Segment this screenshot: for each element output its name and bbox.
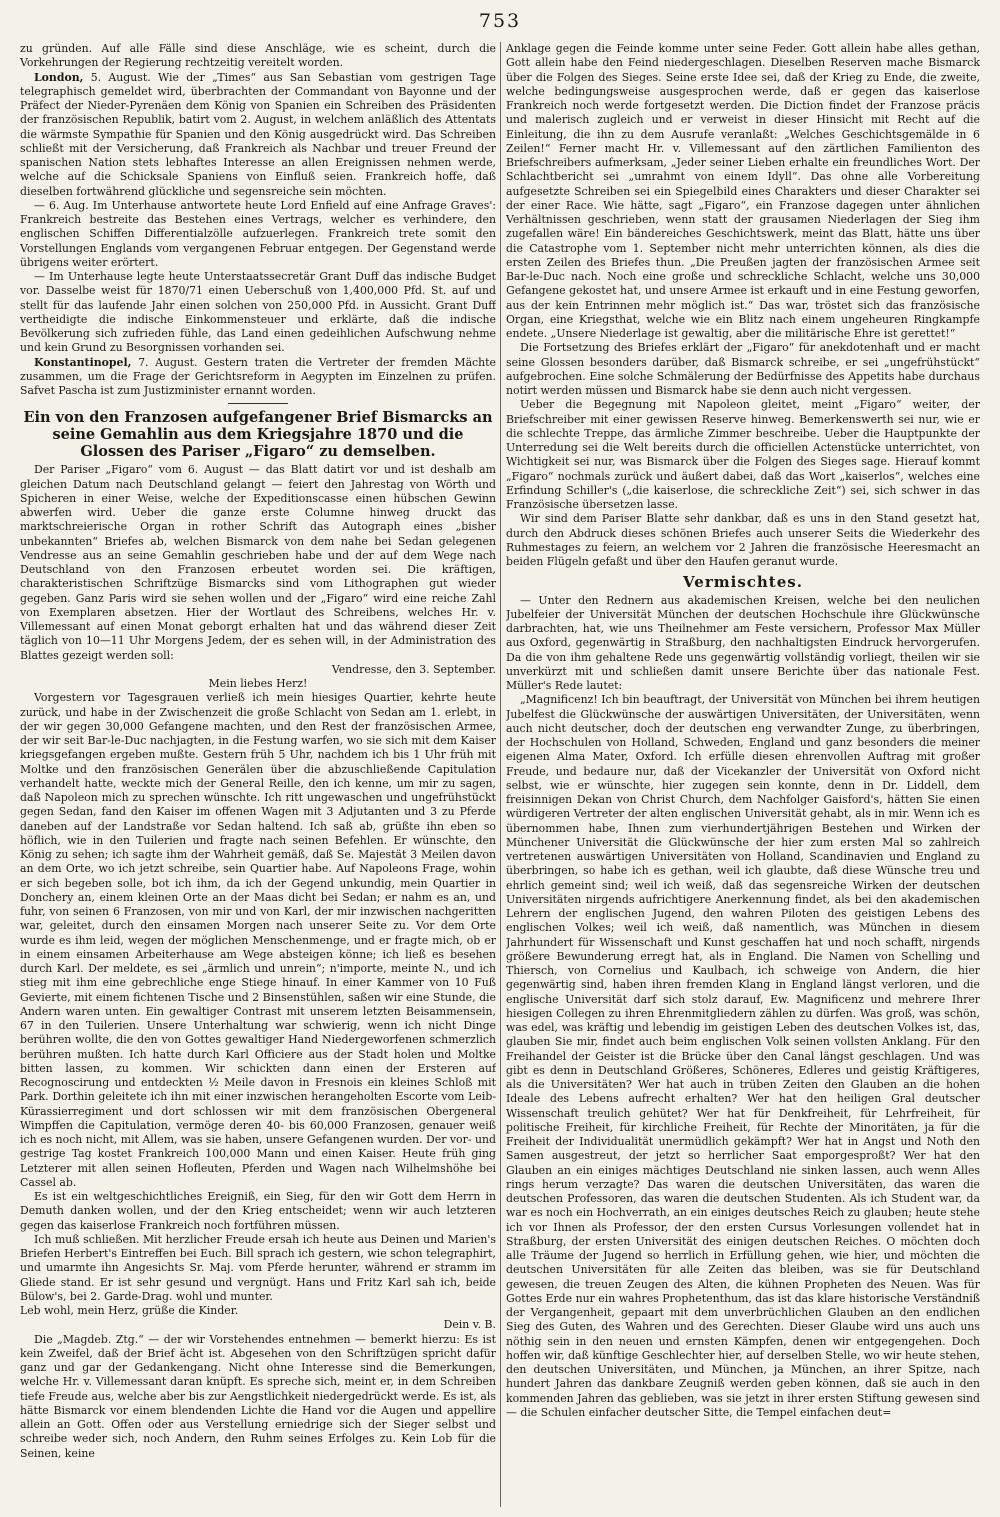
dateline-london: London, [34,70,84,84]
paragraph: Der Pariser „Figaro“ vom 6. August — das Blatt datirt vor und ist deshalb am gleichen Datum nach Deutschland gelangt — feiert den Jahrestag von Wörth und Spicheren in einer Weise, welche der Expeditionscasse einen hübschen Gewinn abwerfen wird. Ueber die ganze erste Columne hinweg druckt das marktschreierische Organ in rother Schrift das Autograph eines „bisher unbekannten“ Briefes ab, welchen Bismarck von dem nahe bei Sedan gelegenen Vendresse aus an seine Gemahlin geschrieben habe und der auf dem Wege nach Deutschland von den Franzosen erbeutet worden sei. Die kräftigen, charakteristischen Schriftzüge Bismarcks sind vom Lithographen gut wieder gegeben. Ganz Paris wird sie sehen wollen und der „Figaro“ wird eine reiche Zahl von Exemplaren absetzen. Hier der Wortlaut des Schreibens, welches Hr. v. Villemessant auf einen Monat geborgt erhalten hat und das während dieser Zeit täglich von 10—11 Uhr Morgens Jedem, der es sehen will, in der Administration des Blattes gezeigt werden soll: [20,463,496,662]
paragraph: — Im Unterhause legte heute Unterstaatssecretär Grant Duff das indische Budget vor. Dasselbe weist für 1870/71 einen Ueberschuß von 1,400,000 Pfd. St. auf und stellt für das laufende Jahr einen solchen von 250,000 Pfd. in Aussicht. Grant Duff vertheidigte die indische Einkommensteuer und erklärte, daß die indische Bevölkerung sich zufrieden fühle, das Land einen gedeihlichen Aufschwung nehme und kein Grund zu Besorgnissen vorhanden sei. [20,270,496,355]
page-number: 753 [478,10,522,32]
letter-paragraph: Ich muß schließen. Mit herzlicher Freude ersah ich heute aus Deinen und Marien's Briefen Herbert's Eintreffen bei Euch. Bill sprach ich gestern, wie schon telegraphirt, und umarmte ihn Angesichts Sr. Maj. vom Pferde herunter, während er stramm im Gliede stand. Er ist sehr gesund und vergnügt. Hans und Fritz Karl sah ich, beide Bülow's, bei 2. Garde-Drag. wohl und munter. [20,1232,496,1303]
paragraph: Die Fortsetzung des Briefes erklärt der „Figaro“ für anekdotenhaft und er macht seine Glossen besonders darüber, daß Bismarck schreibe, er sei „ungefrühstückt“ aufgebrochen. Eine solche Schmälerung der Bedürfnisse des Appetits habe durchaus notirt werden müssen und Bismarck habe sie denn auch nicht vergessen. [506,341,980,397]
paragraph: Wir sind dem Pariser Blatte sehr dankbar, daß es uns in den Stand gesetzt hat, durch den Abdruck dieses schönen Briefes auch unserer Seits die Wiederkehr des Ruhmestages zu feiern, an welchem vor 2 Jahren die französische Heeresmacht an beiden Flügeln gefaßt und über den Haufen geranut wurde. [506,512,980,568]
letter-salutation: Mein liebes Herz! [208,677,308,690]
dateline-konstantinopel: Konstantinopel, [34,355,132,369]
column-rule [500,42,501,1507]
paragraph: Die „Magdeb. Ztg.“ — der wir Vorstehendes entnehmen — bemerkt hierzu: Es ist kein Zweifel, daß der Brief ächt ist. Abgesehen von den Schriftzügen spricht dafür ganz und gar der Gedankengang. Nicht ohne Interesse sind die Bemerkungen, welche Hr. v. Villemessant daran knüpft. Es spreche sich, meint er, in dem Schreiben tiefe Freude aus, welche aber bis zur Aengstlichkeit niedergedrückt werde. Es ist, als hätte Bismarck vor einem blendenden Lichte die Hand vor die Augen und appellire allein an Gott. Offen oder aus Verstellung erniedrige sich der Sieger selbst und schreibe weder sich, noch Andern, den Ruhm seines Erfolges zu. Kein Lob für die Seinen, keine [20,1332,496,1460]
paragraph: Anklage gegen die Feinde komme unter seine Feder. Gott allein habe alles gethan, Gott allein habe den Feind niedergeschlagen. Dieselben Reserven mache Bismarck über die Folgen des Sieges. Seine erste Idee sei, daß der Krieg zu Ende, die zweite, welche bedingungsweise ausgesprochen werde, daß er gegen das kaiserlose Frankreich noch werde fortgesetzt werden. Die Diction findet der Franzose präcis und malerisch zugleich und er verweist in dieser Hinsicht mit Recht auf die Einleitung, die ihn zu dem Ausrufe veranlaßt: „Welches Geschichtsgemälde in 6 Zeilen!“ Ferner macht Hr. v. Villemessant auf den zärtlichen Familienton des Briefschreibers aufmerksam, „Jeder seiner Lieben erhalte ein freundliches Wort. Der Schlachtbericht sei „umrahmt von einem Idyll“. Das ohne alle Vorbereitung aufgesetzte Schreiben sei ein Spiegelbild eines Charakters und dieser Charakter sei der einer Race. Wie hätte, sagt „Figaro“, ein Franzose dagegen unter ähnlichen Verhältnissen geschrieben, wenn statt der grausamen Niederlagen der Sieg ihm zugefallen wäre! Ein bändereiches Geschichtswerk, meint das Blatt, hätte uns über die Catastrophe vom 1. September nicht mehr unterrichten können, als dies die ersten Zeilen des Briefes thun. „Die Preußen jagten der französischen Armee seit Bar-le-Duc nach. Noch eine große und schreckliche Schlacht, welche uns 30,000 Gefangene gekostet hat, und unsere Armee ist erkauft und in eine Festung geworfen, aus der kein Entrinnen mehr möglich ist.“ Das war, tröstet sich das französische Organ, eine Kriegsthat, welche wie ein Blitz nach einem ungeheuren Ringkampfe endete. „Unsere Niederlage ist gewaltig, aber die militärische Ehre ist gerettet!“ [506,42,980,340]
london-report [20,71,496,199]
letter-closing: Leb wohl, mein Herz, grüße die Kinder. [20,1304,239,1317]
letter-signature: Dein v. B. [443,1318,496,1332]
divider [228,403,288,404]
right-column [506,42,980,1507]
section-heading: Vermischtes. [683,573,803,592]
letter-paragraph: Vorgestern vor Tagesgrauen verließ ich mein hiesiges Quartier, kehrte heute zurück, und habe in der Zwischenzeit die große Schlacht von Sedan am 1. erlebt, in der wir gegen 30,000 Gefangene machten, und den Rest der französischen Armee, der wir seit Bar-le-Duc nachjagten, in die Festung warfen, wo sie sich mit dem Kaiser kriegsgefangen ergeben mußte. Gestern früh 5 Uhr, nachdem ich bis 1 Uhr früh mit Moltke und den französischen Generälen über die abzuschließende Capitulation verhandelt hatte, weckte mich der General Reille, den ich kenne, um mir zu sagen, daß Napoleon mich zu sprechen wünschte. Ich ritt ungewaschen und ungefrühstückt gegen Sedan, fand den Kaiser im offenen Wagen mit 3 Adjutanten und 3 zu Pferde daneben auf der Landstraße vor Sedan haltend. Ich saß ab, grüßte ihn eben so höflich, wie in den Tuilerien und fragte nach seinen Befehlen. Er wünschte, den König zu sehen; ich sagte ihm der Wahrheit gemäß, daß Se. Majestät 3 Meilen davon an dem Orte, wo ich jetzt schreibe, sein Quartier habe. Auf Napoleons Frage, wohin er sich begeben solle, bot ich ihm, da ich der Gegend unkundig, mein Quartier in Donchery an, einem kleinen Orte an der Maas dicht bei Sedan; er nahm es an, und fuhr, von seinen 6 Franzosen, von mir und von Karl, der mir inzwischen nachgeritten war, geleitet, durch den einsamen Morgen nach unserer Seite zu. Vor dem Orte wurde es ihm leid, wegen der möglichen Menschenmenge, und er fragte mich, ob er in einem einsamen Arbeiterhause am Wege absteigen könne; ich ließ es besehen durch Karl. Der meldete, es sei „ärmlich und unrein“; n'importe, meinte N., und ich stieg mit ihm eine gebrechliche enge Stiege hinauf. In einer Kammer von 10 Fuß Gevierte, mit einem fichtenen Tische und 2 Binsenstühlen, saßen wir eine Stunde, die Andern waren unten. Ein gewaltiger Contrast mit unserem letzten Beisammensein, 67 in den Tuilerien. Unsere Unterhaltung war schwierig, wenn ich nicht Dinge berühren wollte, die den von Gottes gewaltiger Hand Niedergeworfenen schmerzlich berühren mußten. Ich hatte durch Karl Officiere aus der Stadt holen und Moltke bitten lassen, zu kommen. Wir schickten dann einen der Ersteren auf Recognoscirung und entdeckten ½ Meile davon in Fresnois ein kleines Schloß mit Park. Dorthin geleitete ich ihn mit einer inzwischen herangeholten Escorte vom Leib-Kürassierregiment und dort schlossen wir mit dem französischen Obergeneral Wimpffen die Capitulation, vermöge deren 40- bis 60,000 Franzosen, genauer weiß ich es noch nicht, mit Allem, was sie haben, unsere Gefangenen wurden. Der vor- und gestrige Tag kostet Frankreich 100,000 Mann und einen Kaiser. Heute früh ging Letzterer mit allen seinen Hofleuten, Pferden und Wagen nach Wilhelmshöhe bei Cassel ab. [20,691,496,1189]
konstantinopel-report [20,356,496,399]
paragraph: zu gründen. Auf alle Fälle sind diese Anschläge, wie es scheint, durch die Vorkehrungen der Regierung rechtzeitig vereitelt worden. [20,42,496,70]
letter-dateline: Vendresse, den 3. September. [331,662,496,676]
dateline-date: 7. August. [138,355,198,369]
article-headline: Ein von den Franzosen aufgefangener Brief Bismarcks an seine Gemahlin aus dem Kriegsjahre 1870 und die Glossen des Pariser „Figaro“ zu demselben. [23,409,493,461]
paragraph: — Unter den Rednern aus akademischen Kreisen, welche bei den neulichen Jubelfeier der Universität München der deutschen Hochschule ihre Glückwünsche darbrachten, hat, wie uns Theilnehmer am Feste versichern, Professor Max Müller aus Oxford, gegenwärtig in Straßburg, den nachhaltigsten Eindruck hervorgerufen. Da die von ihm gehaltene Rede uns gegenwärtig vollständig vorliegt, theilen wir sie unverkürzt mit und schließen damit unsere Berichte über das nationale Fest. Müller's Rede lautet: [506,593,980,692]
dateline-date: 5. August. [90,70,151,84]
paragraph-text: Wie der „Times“ aus San Sebastian vom gestrigen Tage telegraphisch gemeldet wird, überbrachten der Commandant von Bayonne und der Präfect der Nieder-Pyrenäen dem König von Spanien ein Schreiben des Präsidenten der französischen Republik, batirt vom 2. August, in welchem anläßlich des Attentats die wärmste Sympathie für Spanien und den König ausgedrückt wird. Das Schreiben schließt mit der Versicherung, daß Frankreich als Nachbar und treuer Freund der spanischen Nation stets lebhaftes Interesse an allen Ereignissen nehmen werde, welche auf die Schicksale Spaniens von Einfluß seien. Frankreich hoffe, daß dieselben fortwährend glückliche und segensreiche sein möchten. [20,70,496,198]
paragraph: — 6. Aug. Im Unterhause antwortete heute Lord Enfield auf eine Anfrage Graves': Frankreich bestreite das Bestehen eines Vertrags, welcher es verhindere, den englischen Schiffen Differentialzölle aufzuerlegen. Frankreich trete somit den Vorstellungen Englands vom vergangenen Februar entgegen. Der Gegenstand werde übrigens weiter erörtert. [20,198,496,269]
paragraph-text: Gestern traten die Vertreter der fremden Mächte zusammen, um die Frage der Gerichtsreform in Aegypten im Einzelnen zu prüfen. Safvet Pascha ist zum Justizminister ernannt worden. [20,355,496,397]
paragraph: Ueber die Begegnung mit Napoleon gleitet, meint „Figaro“ weiter, der Briefschreiber mit einer gewissen Reserve hinweg. Bemerkenswerth sei nur, wie er die schlechte Treppe, das ärmliche Zimmer beschreibe. Ueber die Hauptpunkte der Unterredung sei die Welt bereits durch die officiellen Actenstücke unterrichtet, von Wichtigkeit sei nur, was Bismarck über die Folgen des Sieges sage. Hierauf kommt „Figaro“ nochmals zurück und äußert dabei, daß das Wort „kaiserlos“, welches eine Erfindung Schiller's („die kaiserlose, die schreckliche Zeit“) sei, sich schwer in das Französische übersetzen lasse. [506,398,980,511]
paragraph: „Magnificenz! Ich bin beauftragt, der Universität von München bei ihrem heutigen Jubelfest die Glückwünsche der auswärtigen Universitäten, der Universitäten, wenn auch nicht deutscher, doch der deutschen eng verwandter Zunge, zu überbringen, der Hochschulen von Holland, Schweden, England und ganz besonders die meiner eigenen Alma Mater, Oxford. Ich erfülle diesen ehrenvollen Auftrag mit großer Freude, und bedaure nur, daß der Vicekanzler der Universität von Oxford nicht selbst, wie er wünschte, hier zugegen sein konnte, denn in Dr. Liddell, dem freisinnigen Dekan von Christ Church, dem Nachfolger Gaisford's, hätten Sie einen würdigeren Vertreter der alten englischen Universität gehabt, als in mir. Wenn ich es übernommen habe, Ihnen zum vierhundertjährigen Bestehen und Wirken der Münchener Universität die Glückwünsche der hier zum ersten Mal so zahlreich vertretenen auswärtigen Universitäten von Holland, Scandinavien und England zu überbringen, so habe ich es gethan, weil ich glaubte, daß diese Wünsche treu und ehrlich gemeint sind; weil ich weiß, daß das segensreiche Wirken der deutschen Universitäten nirgends aufrichtigere Anerkennung findet, als bei den akademischen Lehrern der englischen Jugend, den wahren Piloten des geistigen Lebens des englischen Volkes; weil ich weiß, daß namentlich, was München in diesem Jahrhundert für Wissenschaft und Kunst geschaffen hat und noch schafft, nirgends größere Bewunderung erregt hat, als in England. Die Namen von Schelling und Thiersch, von Cornelius und Kaulbach, ich schweige von Andern, die hier gegenwärtig sind, haben ihren fremden Klang in England längst verloren, und die englische Universität darf sich stolz darauf, Ew. Magnificenz und mehrere Ihrer hiesigen Collegen zu ihren Ehrenmitgliedern zählen zu dürfen. Was groß, was schön, was edel, was kräftig und lebendig im geistigen Leben des deutschen Volkes ist, das, glauben Sie mir, findet auch beim englischen Volk seinen vollsten Anklang. Für den Freihandel der Geister ist die Brücke über den Canal längst geschlagen. Und was gibt es denn in Deutschland Größeres, Schöneres, Edleres und geistig Kräftigeres, als die Universitäten? Wer hat auch in trüben Zeiten den Glauben an die hohen Ideale des Lebens aufrecht erhalten? Wer hat den heiligen Gral deutscher Wissenschaft treulich gehütet? Wer hat für Denkfreiheit, für Lehrfreiheit, für politische Freiheit, für kirchliche Freiheit, für Rechte der Minoritäten, ja für die Freiheit der Individualität unermüdlich gekämpft? Wer hat in Angst und Noth den Samen ausgestreut, der jetzt so herrlicher Saat emporgesproßt? Wer hat den Glauben an ein einiges mächtiges Deutschland nie sinken lassen, auch wenn Alles rings herum verzagte? Das waren die deutschen Universitäten, das waren die deutschen Professoren, das waren die deutschen Studenten. Als ich Student war, da war es noch ein Hochverrath, an ein einiges deutsches Reich zu glauben; heute stehe ich vor Ihnen als Professor, der den ersten Cursus Vorlesungen vollendet hat in Straßburg, der ersten Universität des einigen deutschen Reiches. O möchten doch alle Träume der Jugend so herrlich in Erfüllung gehen, wie hier, und möchten die deutschen Universitäten für alle Zeiten das bleiben, was sie für Deutschland gewesen, die treuen Zeugen des Alten, die kühnen Propheten des Neuen. Was für Gottes Erde nur ein wahres Prophetenthum, das ist das klare historische Verständniß der Vergangenheit, gepaart mit dem unverbrüchlichen Glauben an den endlichen Sieg des Guten, des Wahren und des Gerechten. Dieser Glaube wird uns auch uns nöthig sein in den neuen und ernsten Kämpfen, denen wir entgegengehen. Doch hoffen wir, daß künftige Geschlechter hier, auf derselben Stelle, wo wir heute stehen, den deutschen Universitäten, und München, ja München, an ihrer Spitze, nach hundert Jahren das dankbare Zeugniß werden geben können, daß sie auch in den kommenden Jahren das geblieben, was sie jetzt in ihrer ersten Stiftung gewesen sind — die Schulen einfacher deutscher Sitte, die Tempel einfachen deut= [506,693,980,1419]
left-column [20,42,496,1507]
letter-paragraph: Es ist ein weltgeschichtliches Ereigniß, ein Sieg, für den wir Gott dem Herrn in Demuth danken wollen, und der den Krieg entscheidet; wenn wir auch letzteren gegen das kaiserlose Frankreich noch fortführen müssen. [20,1190,496,1232]
